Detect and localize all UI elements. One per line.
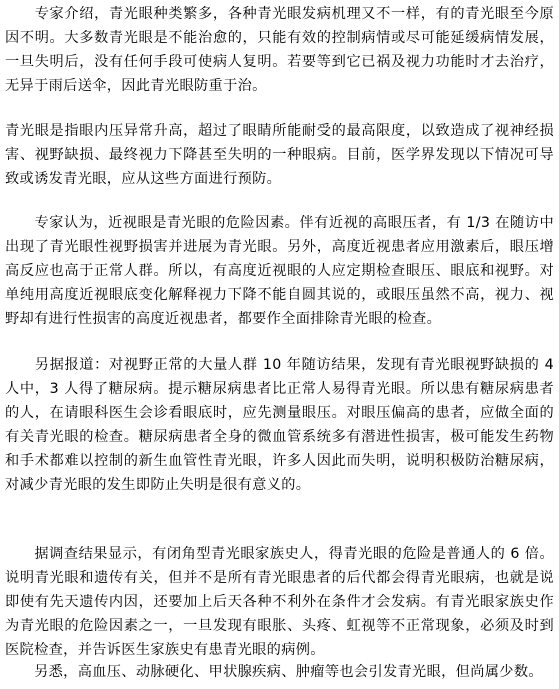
- paragraph-2: 青光眼是指眼内压异常升高，超过了眼睛所能耐受的最高限度，以致造成了视神经损害、视野缺损、最终视力下降甚至失明的一种眼病。目前，医学界发现以下情况可导致或诱发青光眼，应从这些方面进行预防。: [5, 123, 554, 187]
- paragraph-6: 另悉，高血压、动脉硬化、甲状腺疾病、肿瘤等也会引发青光眼，但尚属少数。: [5, 664, 543, 680]
- paragraph-5: 据调查结果显示，有闭角型青光眼家族史人，得青光眼的危险是普通人的 6 倍。说明青光眼和遗传有关，但并不是所有青光眼患者的后代都会得青光眼病，也就是说即使有先天遗传内因，还要加上后天各种不利外在条件才会发病。有青光眼家族史作为青光眼的危险因素之一，一旦发现有眼胀、头疼、虹视等不正常现象，必须及时到医院检查，并告诉医生家族史有患青光眼的病例。: [5, 546, 554, 658]
- paragraph-3: 专家认为，近视眼是青光眼的危险因素。伴有近视的高眼压者，有 1/3 在随访中出现了青光眼性视野损害并进展为青光眼。另外，高度近视患者应用激素后，眼压增高反应也高于正常人群。所以，有高度近视眼的人应定期检查眼压、眼底和视野。对单纯用高度近视眼底变化解释视力下降不能自圆其说的，或眼压虽然不高，视力、视野却有进行性损害的高度近视患者，都要作全面排除青光眼的检查。: [5, 215, 554, 327]
- paragraph-4: 另据报道：对视野正常的大量人群 10 年随访结果，发现有青光眼视野缺损的 4 人中，3 人得了糖尿病。提示糖尿病患者比正常人易得青光眼。所以患有糖尿病患者的人，在请眼科医生会诊看眼底时，应先测量眼压。对眼压偏高的患者，应做全面的有关青光眼的检查。糖尿病患者全身的微血管系统多有潜进性损害，极可能发生药物和手术都难以控制的新生血管性青光眼，许多人因此而失明，说明积极防治糖尿病，对减少青光眼的发生即防止失明是很有意义的。: [5, 357, 554, 493]
- paragraph-1: 专家介绍，青光眼种类繁多，各种青光眼发病机理又不一样，有的青光眼至今原因不明。大多数青光眼是不能治愈的，只能有效的控制病情或尽可能延缓病情发展，一旦失明后，没有任何手段可使病人复明。若要等到它已祸及视力功能时才去治疗，无异于雨后送伞，因此青光眼防重于治。: [5, 6, 554, 94]
